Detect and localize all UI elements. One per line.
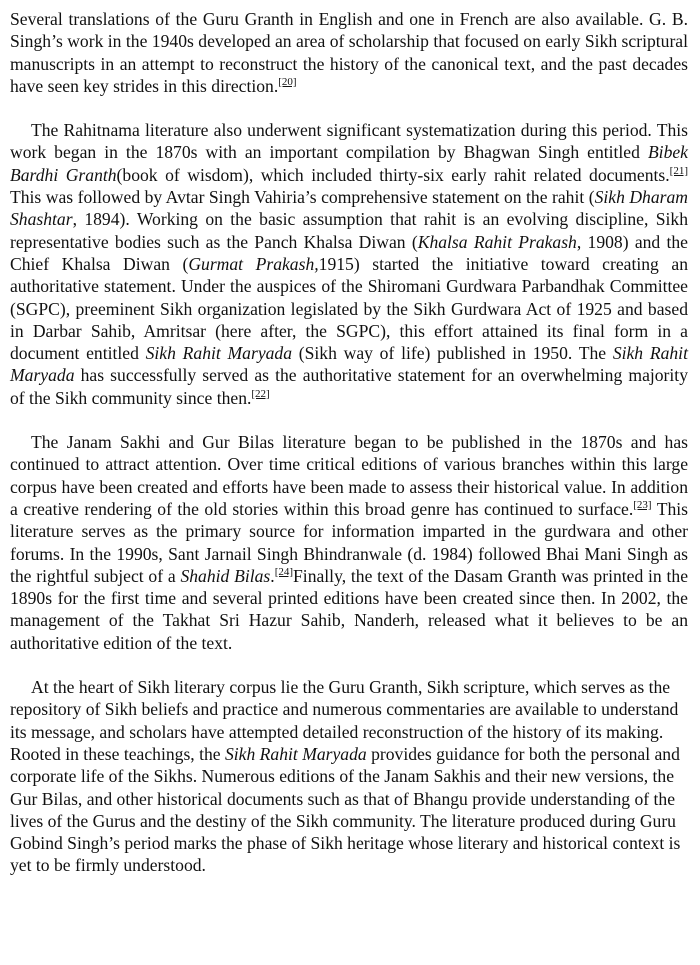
title-sikh-dharam-shashtar: Sikh Dharam Shashtar xyxy=(10,187,689,230)
footnote-ref-23[interactable]: [23] xyxy=(633,498,652,511)
footnote-ref-20[interactable]: [20] xyxy=(278,75,297,88)
title-shahid-bilas: Shahid Bilas xyxy=(180,565,271,586)
paragraph-janam-sakhi: The Janam Sakhi and Gur Bilas literature began to be published in the 1870s and has continued to attract attention. Over time critical editions of various branches within this large corpus have been created and efforts have been made to assess their historical value. In addition a creative rendering of the old stories within this broad genre has continued to surface.[23] This literature serves as the primary source for information imparted in the gurdwara and other forums. In the 1990s, Sant Jarnail Singh Bhindranwale (d. 1984) followed Bhai Mani Singh as the rightful subject of a Shahid Bilas.[24]Finally, the text of the Dasam Granth was printed in the 1890s for the first time and several printed editions have been created since then. In 2002, the management of the Takhat Sri Hazur Sahib, Nanderh, released what it believes to be an authoritative edition of the text. xyxy=(10,432,689,653)
paragraph-translations: Several translations of the Guru Granth in English and one in French are also available. G. B. Singh’s work in the 1940s developed an area of scholarship that focused on early Sikh scriptural manuscripts in an attempt to reconstruct the history of the canonical text, and the past decades have seen key strides in this direction.[20] xyxy=(10,9,688,96)
title-khalsa-rahit-prakash: Khalsa Rahit Prakash xyxy=(417,231,577,252)
paragraph-rahitnama: The Rahitnama literature also underwent significant systematization during this period. This work began in the 1870s with an important compilation by Bhagwan Singh entitled Bibek Bardhi Granth(book of wisdom), which included thirty-six early rahit related documents.[21] This was followed by Avtar Singh Vahiria’s comprehensive statement on the rahit (Sikh Dharam Shashtar, 1894). Working on the basic assumption that rahit is an evolving discipline, Sikh representative bodies such as the Panch Khalsa Diwan (Khalsa Rahit Prakash, 1908) and the Chief Khalsa Diwan (Gurmat Prakash,1915) started the initiative toward creating an authoritative statement. Under the auspices of the Shiromani Gurdwara Parbandhak Committee (SGPC), preeminent Sikh organization legislated by the Sikh Gurdwara Act of 1925 and based in Darbar Sahib, Amritsar (here after, the SGPC), this effort attained its final form in a document entitled Sikh Rahit Maryada (Sikh way of life) published in 1950. The Sikh Rahit Maryada has successfully served as the authoritative statement for an overwhelming majority of the Sikh community since then.[22] xyxy=(10,120,689,408)
paragraph-literary-corpus: At the heart of Sikh literary corpus lie the Guru Granth, Sikh scripture, which serves as the repository of Sikh beliefs and practice and numerous commentaries are available to understand its message, and scholars have attempted detailed reconstruction of the history of its making. Rooted in these teachings, the Sikh Rahit Maryada provides guidance for both the personal and corporate life of the Sikhs. Numerous editions of the Janam Sakhis and their new versions, the Gur Bilas, and other historical documents such as that of Bhangu provide understanding of the lives of the Gurus and the destiny of the Sikh community. The literature produced during Guru Gobind Singh’s period marks the phase of Sikh heritage whose literary and historical context is yet to be firmly understood. xyxy=(10,677,681,876)
footnote-ref-24[interactable]: [24] xyxy=(274,565,294,578)
title-bibek-bardhi-granth: Bibek Bardhi Granth xyxy=(10,142,688,185)
title-sikh-rahit-maryada: Sikh Rahit Maryada xyxy=(145,343,293,364)
title-sikh-rahit-maryada: Sikh Rahit Maryada xyxy=(10,343,688,386)
footnote-ref-22[interactable]: [22] xyxy=(251,387,270,400)
title-gurmat-prakash: Gurmat Prakash, xyxy=(188,253,319,274)
title-sikh-rahit-maryada: Sikh Rahit Maryada xyxy=(224,743,367,764)
footnote-ref-21[interactable]: [21] xyxy=(669,164,688,177)
